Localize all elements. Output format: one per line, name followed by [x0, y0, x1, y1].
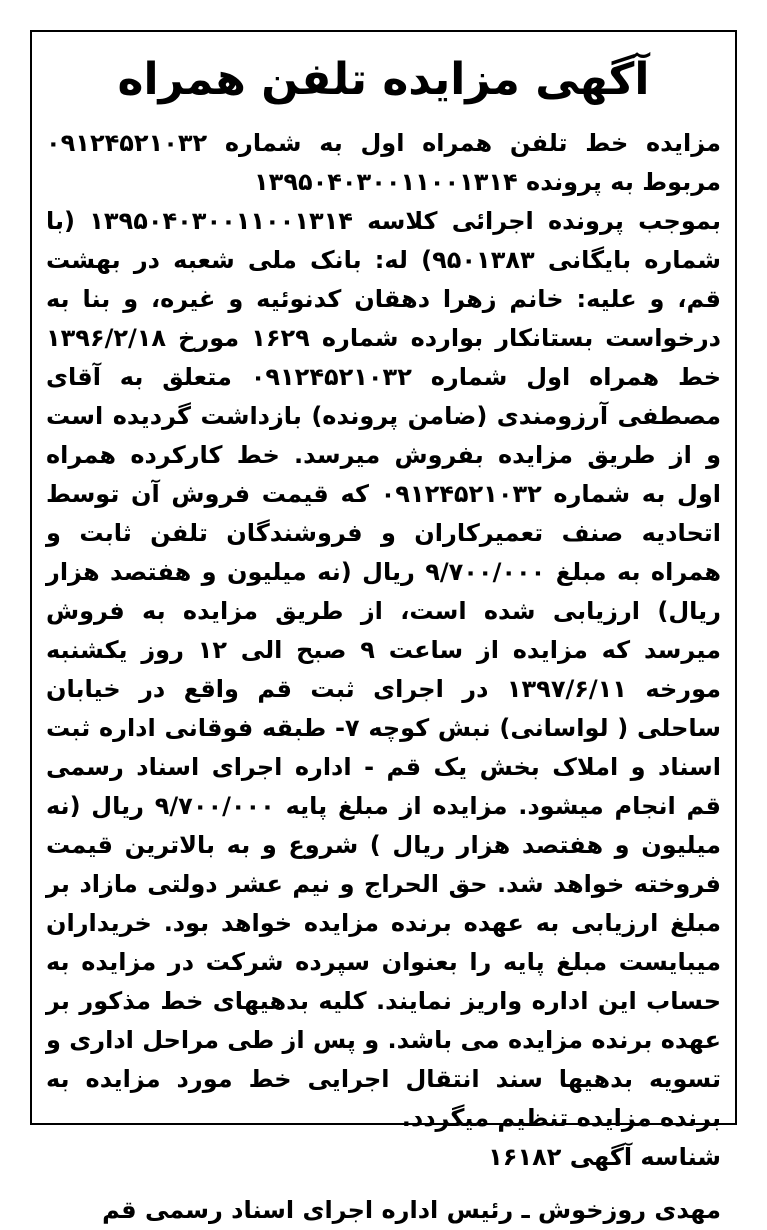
notice-signature: مهدی روزخوش ـ رئیس اداره اجرای اسناد رسمی قم [102, 1196, 721, 1224]
notice-main-paragraph: بموجب پرونده اجرائی کلاسه ۱۳۹۵۰۴۰۳۰۰۱۱۰۰۱۳۱۴ (با شماره بایگانی ۹۵۰۱۳۸۳) له: بانک ملی شعبه در بهشت قم، و علیه: خانم زهرا دهقان کدنوئیه و غیره، و بنا به درخواست بستانکار بوارده شماره ۱۶۲۹ مورخ ۱۳۹۶/۲/۱۸ خط همراه اول شماره ۰۹۱۲۴۵۲۱۰۳۲ متعلق به آقای مصطفی آرزومندی (ضامن پرونده) بازداشت گردیده است و از طریق مزایده بفروش میرسد. خط کارکرده همراه اول به شماره ۰۹۱۲۴۵۲۱۰۳۲ که قیمت فروش آن توسط اتحادیه صنف تعمیرکاران و فروشندگان تلفن ثابت و همراه به مبلغ ۹/۷۰۰/۰۰۰ ریال (نه میلیون و هفتصد هزار ریال) ارزیابی شده است، از طریق مزایده به فروش میرسد که مزایده از ساعت ۹ صبح الی ۱۲ روز یکشنبه مورخه ۱۳۹۷/۶/۱۱ در اجرای ثبت قم واقع در خیابان ساحلی ( لواسانی) نبش کوچه ۷- طبقه فوقانی اداره ثبت اسناد و املاک بخش یک قم - اداره اجرای اسناد رسمی قم انجام میشود. مزایده از مبلغ پایه ۹/۷۰۰/۰۰۰ ریال (نه میلیون و هفتصد هزار ریال ) شروع و به بالاترین قیمت فروخته خواهد شد. حق الحراج و نیم عشر دولتی مازاد بر مبلغ ارزیابی به عهده برنده مزایده خواهد بود. خریداران میبایست مبلغ پایه را بعنوان سپرده شرکت در مزایده به حساب این اداره واریز نمایند. کلیه بدهیهای خط مذکور بر عهده برنده مزایده می باشد. و پس از طی مراحل اداری و تسویه بدهیها سند انتقال اجرایی خط مورد مزایده به برنده مزایده تنظیم میگردد. [46, 207, 722, 1132]
notice-subject-paragraph: مزایده خط تلفن همراه اول به شماره ۰۹۱۲۴۵۲۱۰۳۲ مربوط به پرونده ۱۳۹۵۰۴۰۳۰۰۱۱۰۰۱۳۱۴ [46, 129, 721, 196]
notice-id-paragraph: شناسه آگهی ۱۶۱۸۲ [488, 1143, 721, 1171]
notice-body [32, 118, 735, 1177]
notice-title: آگهی مزایده تلفن همراه [117, 54, 650, 105]
notice-frame [30, 30, 737, 1224]
